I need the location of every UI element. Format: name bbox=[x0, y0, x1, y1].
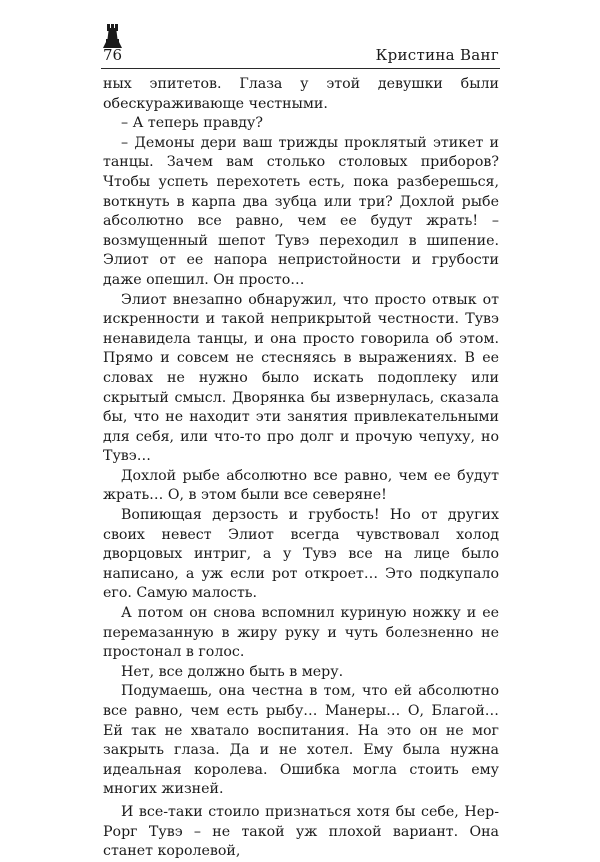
paragraph: Подумаешь, она честна в том, что ей абсолютно все равно, чем есть рыбу… Манеры… О, Благой… Ей так не хватало воспитания. На это он не мог закрыть глаза. Да и не хотел. Ему была нужна идеальная королева. Ошибка могла стоить ему многих жизней. bbox=[103, 683, 499, 798]
paragraph: – Демоны дери ваш трижды проклятый этикет и танцы. Зачем вам столько столовых приборов? Чтобы успеть перехотеть есть, пока разберешься, воткнуть в карпа два зубца или три? Дохлой рыбе абсолютно все равно, чем ее будут жрать! – возмущенный шепот Тувэ переходил в шипение. Элиот от ее напора непристойности и грубости даже опешил. Он просто… bbox=[103, 134, 499, 288]
page-number: 76 bbox=[103, 46, 123, 64]
paragraph: Нет, все должно быть в меру. bbox=[121, 663, 344, 680]
running-head-author: Кристина Ванг bbox=[375, 46, 499, 64]
paragraph: Дохлой рыбе абсолютно все равно, чем ее будут жрать… О, в этом были все северяне! bbox=[103, 467, 499, 504]
paragraph: ных эпитетов. Глаза у этой девушки были обескураживающе честными. bbox=[103, 76, 499, 112]
body-text bbox=[103, 75, 499, 862]
paragraph: Вопиющая дерзость и грубость! Но от других своих невест Элиот всегда чувствовал холод дворцовых интриг, а у Тувэ все на лице было написано, а уж если рот откроет… Это подкупало его. Самую малость. bbox=[103, 507, 499, 602]
paragraph: Элиот внезапно обнаружил, что просто отвык от искренности и такой неприкрытой честности. Тувэ ненавидела танцы, и она просто говорила об этом. Прямо и совсем не стесняясь в выражениях. В ее словах не нужно было искать подоплеку или скрытый смысл. Дворянка бы извернулась, сказала бы, что не находит эти занятия привлекательными для себя, или что-то про долг и прочую чепуху, но Тувэ… bbox=[103, 291, 499, 465]
header-rule bbox=[101, 68, 500, 69]
paragraph: – А теперь правду? bbox=[121, 115, 263, 132]
paragraph: И все-таки стоило признаться хотя бы себе, Нер-Рорг Тувэ – не такой уж плохой вариант. Она станет королевой, bbox=[103, 803, 499, 860]
paragraph: А потом он снова вспомнил куриную ножку и ее перемазанную в жиру руку и чуть болезненно не простонал в голос. bbox=[103, 605, 499, 661]
